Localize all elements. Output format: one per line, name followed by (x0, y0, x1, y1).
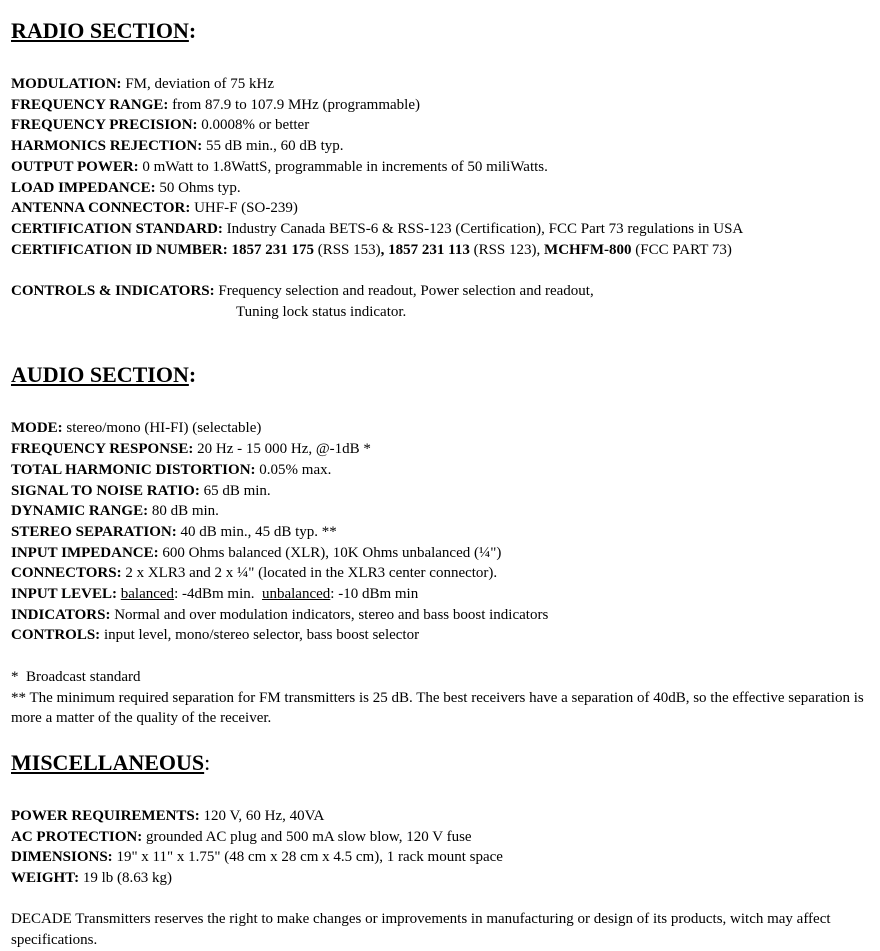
footnote-broadcast-standard: * Broadcast standard (11, 668, 141, 685)
misc-section-heading: MISCELLANEOUS: (11, 749, 211, 775)
spec-line-ac-protection: AC PROTECTION: grounded AC plug and 500 mA slow blow, 120 V fuse (11, 828, 472, 845)
footnote-separation: ** The minimum required separation for FM transmitters is 25 dB. The best receivers have a separation of 40dB, so the effective separation is more a matter of the quality of the receiver. (11, 689, 864, 727)
audio-section-heading: AUDIO SECTION: (11, 362, 197, 388)
spec-line-mode: MODE: stereo/mono (HI-FI) (selectable) (11, 420, 262, 437)
spec-line-power-requirements: POWER REQUIREMENTS: 120 V, 60 Hz, 40VA (11, 807, 325, 824)
spec-line-antenna-connector: ANTENNA CONNECTOR: UHF-F (SO-239) (11, 200, 298, 217)
spec-line-input-level: INPUT LEVEL: balanced: -4dBm min. unbalanced: -10 dBm min (11, 586, 419, 603)
spec-line-controls-indicators-cont: Tuning lock status indicator. (236, 303, 407, 320)
spec-line-dynamic-range: DYNAMIC RANGE: 80 dB min. (11, 503, 219, 520)
spec-line-controls-indicators: CONTROLS & INDICATORS: Frequency selection and readout, Power selection and readout, (11, 283, 594, 300)
spec-line-dimensions: DIMENSIONS: 19" x 11" x 1.75" (48 cm x 28 cm x 4.5 cm), 1 rack mount space (11, 849, 503, 866)
spec-line-controls: CONTROLS: input level, mono/stereo selector, bass boost selector (11, 627, 420, 644)
spec-line-certification-standard: CERTIFICATION STANDARD: Industry Canada BETS-6 & RSS-123 (Certification), FCC Part 73 regulations in USA (11, 220, 744, 237)
disclaimer: DECADE Transmitters reserves the right to make changes or improvements in manufacturing or design of its products, witch may affect specifications. (11, 911, 831, 949)
spec-sheet (11, 16, 873, 951)
spec-line-input-impedance: INPUT IMPEDANCE: 600 Ohms balanced (XLR), 10K Ohms unbalanced (¼") (11, 544, 502, 561)
spec-line-harmonics-rejection: HARMONICS REJECTION: 55 dB min., 60 dB typ. (11, 138, 344, 155)
spec-line-frequency-range: FREQUENCY RANGE: from 87.9 to 107.9 MHz (programmable) (11, 96, 420, 113)
spec-line-modulation: MODULATION: FM, deviation of 75 kHz (11, 76, 275, 92)
radio-section-heading: RADIO SECTION: (11, 18, 197, 43)
spec-line-thd: TOTAL HARMONIC DISTORTION: 0.05% max. (11, 461, 332, 478)
misc-spec-list (11, 806, 873, 889)
spec-line-output-power: OUTPUT POWER: 0 mWatt to 1.8WattS, programmable in increments of 50 miliWatts. (11, 158, 548, 175)
spec-line-snr: SIGNAL TO NOISE RATIO: 65 dB min. (11, 482, 271, 499)
spec-line-load-impedance: LOAD IMPEDANCE: 50 Ohms typ. (11, 179, 241, 196)
spec-line-frequency-precision: FREQUENCY PRECISION: 0.0008% or better (11, 117, 310, 134)
spec-line-certification-id: CERTIFICATION ID NUMBER: 1857 231 175 (RSS 153), 1857 231 113 (RSS 123), MCHFM-800 (FCC PART 73) (11, 241, 732, 258)
spec-line-weight: WEIGHT: 19 lb (8.63 kg) (11, 870, 172, 887)
spec-line-indicators: INDICATORS: Normal and over modulation indicators, stereo and bass boost indicators (11, 606, 549, 623)
radio-spec-list (11, 74, 873, 260)
spec-line-stereo-separation: STEREO SEPARATION: 40 dB min., 45 dB typ. ** (11, 523, 337, 540)
audio-spec-list (11, 418, 873, 646)
spec-line-connectors: CONNECTORS: 2 x XLR3 and 2 x ¼" (located in the XLR3 center connector). (11, 565, 498, 582)
spec-line-frequency-response: FREQUENCY RESPONSE: 20 Hz - 15 000 Hz, @-1dB * (11, 441, 371, 458)
